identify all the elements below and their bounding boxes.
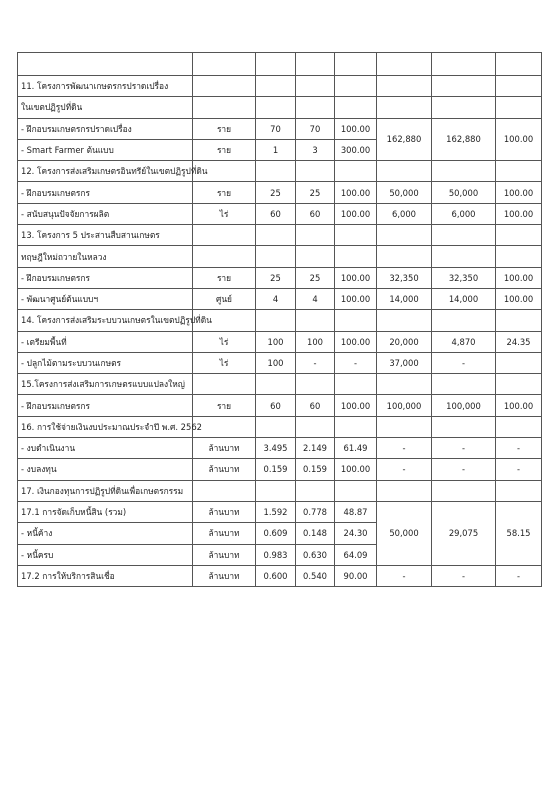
cell-target: [256, 161, 296, 182]
cell-pct: 64.09: [335, 544, 377, 565]
cell-spent: 29,075: [432, 501, 496, 565]
cell-actual: [296, 310, 335, 331]
cell-pct: [335, 97, 377, 118]
cell-spent: [432, 97, 496, 118]
cell-pct: 100.00: [335, 203, 377, 224]
cell-name: - พัฒนาศูนย์ต้นแบบฯ: [18, 288, 193, 309]
cell-bpct: [496, 161, 542, 182]
cell-target: [256, 76, 296, 97]
cell-bpct: [496, 97, 542, 118]
cell-target: [256, 416, 296, 437]
cell-name: - เตรียมพื้นที่: [18, 331, 193, 352]
cell-actual: 60: [296, 203, 335, 224]
cell-unit: ไร่: [193, 331, 256, 352]
cell-unit: [193, 76, 256, 97]
cell-budget: [377, 97, 432, 118]
cell-pct: [335, 416, 377, 437]
cell-budget: -: [377, 565, 432, 586]
cell-actual: [296, 76, 335, 97]
cell-budget: 20,000: [377, 331, 432, 352]
cell-target: [256, 53, 296, 76]
cell-spent: 162,880: [432, 118, 496, 161]
cell-bpct: 100.00: [496, 267, 542, 288]
cell-name: - งบลงทุน: [18, 459, 193, 480]
cell-spent: -: [432, 459, 496, 480]
cell-name: - ปลูกไม้ตามระบบวนเกษตร: [18, 352, 193, 373]
cell-pct: 48.87: [335, 501, 377, 522]
cell-name: 17.1 การจัดเก็บหนี้สิน (รวม): [18, 501, 193, 522]
cell-budget: [377, 225, 432, 246]
cell-bpct: -: [496, 459, 542, 480]
cell-name: - หนี้ค้าง: [18, 523, 193, 544]
cell-bpct: [496, 480, 542, 501]
cell-actual: [296, 225, 335, 246]
cell-bpct: 100.00: [496, 203, 542, 224]
cell-bpct: 58.15: [496, 501, 542, 565]
cell-actual: 3: [296, 139, 335, 160]
cell-actual: 25: [296, 267, 335, 288]
report-table-body: [18, 53, 542, 587]
cell-target: 100: [256, 352, 296, 373]
cell-spent: [432, 310, 496, 331]
table-row: [18, 416, 542, 437]
cell-unit: [193, 480, 256, 501]
cell-budget: [377, 374, 432, 395]
cell-actual: 100: [296, 331, 335, 352]
table-row: [18, 438, 542, 459]
cell-name: - ฝึกอบรมเกษตรกร: [18, 395, 193, 416]
cell-pct: 100.00: [335, 459, 377, 480]
cell-spent: -: [432, 565, 496, 586]
cell-target: [256, 480, 296, 501]
cell-target: 60: [256, 395, 296, 416]
table-row: [18, 225, 542, 246]
cell-bpct: [496, 246, 542, 267]
cell-pct: 100.00: [335, 118, 377, 139]
cell-bpct: [496, 374, 542, 395]
cell-bpct: -: [496, 438, 542, 459]
table-row: [18, 288, 542, 309]
cell-bpct: [496, 225, 542, 246]
cell-budget: [377, 480, 432, 501]
cell-budget: [377, 161, 432, 182]
cell-unit: ราย: [193, 395, 256, 416]
cell-budget: 37,000: [377, 352, 432, 373]
table-row: [18, 374, 542, 395]
cell-pct: [335, 53, 377, 76]
cell-actual: [296, 161, 335, 182]
table-row: [18, 97, 542, 118]
cell-pct: [335, 161, 377, 182]
cell-target: 0.609: [256, 523, 296, 544]
cell-name: 11. โครงการพัฒนาเกษตรกรปราดเปรื่อง: [18, 76, 193, 97]
cell-pct: 100.00: [335, 288, 377, 309]
cell-target: 25: [256, 182, 296, 203]
cell-target: 1.592: [256, 501, 296, 522]
table-row: [18, 395, 542, 416]
cell-spent: [432, 480, 496, 501]
table-row: [18, 53, 542, 76]
cell-actual: 4: [296, 288, 335, 309]
table-row: [18, 459, 542, 480]
cell-pct: 100.00: [335, 182, 377, 203]
cell-bpct: -: [496, 565, 542, 586]
cell-target: 4: [256, 288, 296, 309]
cell-unit: ศูนย์: [193, 288, 256, 309]
cell-unit: ราย: [193, 267, 256, 288]
cell-bpct: [496, 416, 542, 437]
cell-target: [256, 246, 296, 267]
cell-unit: ราย: [193, 182, 256, 203]
table-row: [18, 118, 542, 139]
table-row: [18, 310, 542, 331]
cell-unit: ไร่: [193, 352, 256, 373]
cell-name: 12. โครงการส่งเสริมเกษตรอินทรีย์ในเขตปฏิรูปที่ดิน: [18, 161, 193, 182]
cell-actual: 0.630: [296, 544, 335, 565]
cell-bpct: [496, 76, 542, 97]
table-row: [18, 501, 542, 522]
cell-pct: 24.30: [335, 523, 377, 544]
cell-target: 60: [256, 203, 296, 224]
cell-actual: 0.148: [296, 523, 335, 544]
cell-budget: [377, 246, 432, 267]
cell-name: - ฝึกอบรมเกษตรกร: [18, 267, 193, 288]
cell-target: 0.600: [256, 565, 296, 586]
cell-target: 70: [256, 118, 296, 139]
cell-unit: ไร่: [193, 203, 256, 224]
cell-name: [18, 53, 193, 76]
cell-unit: ล้านบาท: [193, 438, 256, 459]
cell-budget: [377, 53, 432, 76]
cell-spent: 14,000: [432, 288, 496, 309]
cell-pct: -: [335, 352, 377, 373]
cell-target: 0.159: [256, 459, 296, 480]
cell-target: [256, 374, 296, 395]
table-row: [18, 352, 542, 373]
cell-unit: [193, 53, 256, 76]
cell-bpct: [496, 352, 542, 373]
cell-spent: 100,000: [432, 395, 496, 416]
cell-spent: [432, 161, 496, 182]
cell-budget: 100,000: [377, 395, 432, 416]
cell-actual: 60: [296, 395, 335, 416]
cell-name: - สนับสนุนปัจจัยการผลิต: [18, 203, 193, 224]
cell-unit: [193, 374, 256, 395]
cell-pct: 100.00: [335, 395, 377, 416]
cell-target: 0.983: [256, 544, 296, 565]
cell-target: 3.495: [256, 438, 296, 459]
cell-target: 25: [256, 267, 296, 288]
cell-spent: 6,000: [432, 203, 496, 224]
cell-target: [256, 310, 296, 331]
cell-unit: [193, 97, 256, 118]
cell-actual: 0.778: [296, 501, 335, 522]
cell-name: - ฝึกอบรมเกษตรกรปราดเปรื่อง: [18, 118, 193, 139]
cell-spent: [432, 246, 496, 267]
cell-spent: [432, 416, 496, 437]
cell-pct: [335, 374, 377, 395]
cell-pct: [335, 246, 377, 267]
cell-pct: [335, 76, 377, 97]
cell-spent: [432, 374, 496, 395]
cell-name: 15.โครงการส่งเสริมการเกษตรแบบแปลงใหญ่: [18, 374, 193, 395]
cell-spent: 50,000: [432, 182, 496, 203]
cell-budget: 50,000: [377, 501, 432, 565]
table-row: [18, 182, 542, 203]
cell-bpct: [496, 310, 542, 331]
cell-pct: 300.00: [335, 139, 377, 160]
cell-spent: 32,350: [432, 267, 496, 288]
cell-unit: ล้านบาท: [193, 565, 256, 586]
cell-name: ทฤษฎีใหม่ถวายในหลวง: [18, 246, 193, 267]
cell-name: 16. การใช้จ่ายเงินงบประมาณประจำปี พ.ศ. 2562: [18, 416, 193, 437]
cell-actual: [296, 416, 335, 437]
table-row: [18, 267, 542, 288]
cell-bpct: 100.00: [496, 182, 542, 203]
cell-pct: 90.00: [335, 565, 377, 586]
cell-budget: 6,000: [377, 203, 432, 224]
cell-budget: 14,000: [377, 288, 432, 309]
cell-pct: 100.00: [335, 331, 377, 352]
cell-name: 13. โครงการ 5 ประสานสืบสานเกษตร: [18, 225, 193, 246]
cell-pct: [335, 310, 377, 331]
cell-pct: [335, 480, 377, 501]
cell-actual: [296, 53, 335, 76]
cell-pct: 61.49: [335, 438, 377, 459]
cell-bpct: 100.00: [496, 288, 542, 309]
cell-budget: 32,350: [377, 267, 432, 288]
cell-pct: [335, 225, 377, 246]
cell-target: 1: [256, 139, 296, 160]
cell-budget: -: [377, 459, 432, 480]
cell-spent: [432, 53, 496, 76]
cell-actual: 25: [296, 182, 335, 203]
cell-actual: [296, 246, 335, 267]
cell-spent: 4,870: [432, 331, 496, 352]
cell-spent: -: [432, 352, 496, 373]
cell-spent: [432, 225, 496, 246]
table-row: [18, 203, 542, 224]
cell-unit: ราย: [193, 139, 256, 160]
cell-unit: ล้านบาท: [193, 523, 256, 544]
cell-budget: [377, 310, 432, 331]
cell-target: [256, 225, 296, 246]
cell-pct: 100.00: [335, 267, 377, 288]
cell-budget: -: [377, 438, 432, 459]
cell-name: - ฝึกอบรมเกษตรกร: [18, 182, 193, 203]
cell-unit: [193, 246, 256, 267]
cell-budget: 50,000: [377, 182, 432, 203]
cell-target: 100: [256, 331, 296, 352]
table-row: [18, 331, 542, 352]
table-row: [18, 161, 542, 182]
cell-name: - งบดำเนินงาน: [18, 438, 193, 459]
cell-bpct: 100.00: [496, 118, 542, 161]
cell-budget: [377, 416, 432, 437]
cell-unit: ล้านบาท: [193, 501, 256, 522]
cell-bpct: [496, 53, 542, 76]
table-row: [18, 76, 542, 97]
cell-unit: [193, 225, 256, 246]
cell-target: [256, 97, 296, 118]
cell-name: 14. โครงการส่งเสริมระบบวนเกษตรในเขตปฏิรูปที่ดิน: [18, 310, 193, 331]
cell-unit: ราย: [193, 118, 256, 139]
cell-unit: ล้านบาท: [193, 544, 256, 565]
cell-actual: 70: [296, 118, 335, 139]
cell-actual: [296, 374, 335, 395]
cell-name: ในเขตปฏิรูปที่ดิน: [18, 97, 193, 118]
cell-actual: -: [296, 352, 335, 373]
report-table: [17, 52, 542, 587]
cell-actual: 2.149: [296, 438, 335, 459]
cell-name: - หนี้ครบ: [18, 544, 193, 565]
cell-name: 17. เงินกองทุนการปฏิรูปที่ดินเพื่อเกษตรกรรม: [18, 480, 193, 501]
cell-actual: 0.159: [296, 459, 335, 480]
table-row: [18, 246, 542, 267]
cell-bpct: 24.35: [496, 331, 542, 352]
cell-actual: [296, 97, 335, 118]
cell-unit: ล้านบาท: [193, 459, 256, 480]
table-row: [18, 565, 542, 586]
cell-spent: [432, 76, 496, 97]
cell-bpct: 100.00: [496, 395, 542, 416]
cell-budget: [377, 76, 432, 97]
cell-name: 17.2 การให้บริการสินเชื่อ: [18, 565, 193, 586]
cell-budget: 162,880: [377, 118, 432, 161]
cell-actual: [296, 480, 335, 501]
cell-spent: -: [432, 438, 496, 459]
cell-name: - Smart Farmer ต้นแบบ: [18, 139, 193, 160]
table-row: [18, 480, 542, 501]
cell-actual: 0.540: [296, 565, 335, 586]
